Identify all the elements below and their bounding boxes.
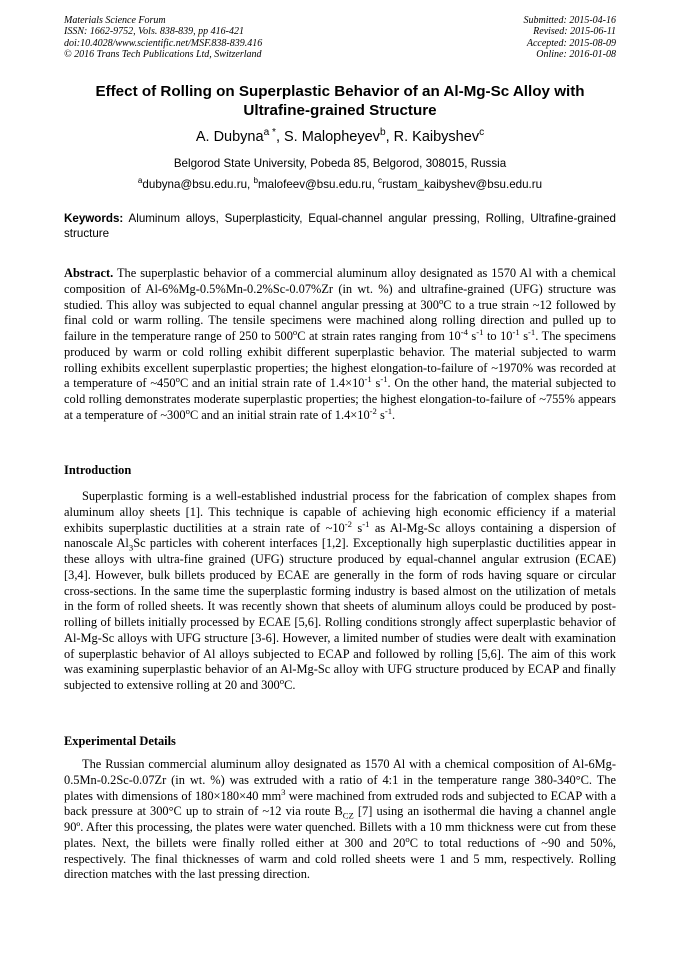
abstract-text: to 10 bbox=[483, 329, 513, 343]
author-2-mark: b bbox=[379, 127, 386, 139]
author-1-mark: a * bbox=[263, 127, 276, 139]
body-text: The Russian commercial aluminum alloy designated as 1570 Al with a chemical composition of Al-6Mg-0.5Mn-0.2Sc-0.07Zr (in wt. %) was extruded with a ratio of 4:1 in the temperature range 380-340°C. The plates with dimensions of 180×180×40 mm bbox=[64, 757, 616, 803]
title-line-1: Effect of Rolling on Superplastic Behavior of an Al-Mg-Sc Alloy with bbox=[95, 83, 585, 100]
abstract-label: Abstract. bbox=[64, 266, 114, 280]
abstract-text: s bbox=[467, 329, 477, 343]
author-emails bbox=[64, 178, 616, 192]
experimental-body bbox=[64, 757, 616, 883]
section-heading-introduction: Introduction bbox=[64, 463, 132, 477]
exponent: -1 bbox=[380, 374, 388, 385]
abstract-text: C and an initial strain rate of 1.4×10 bbox=[189, 407, 370, 422]
subscript: 3 bbox=[128, 542, 134, 553]
subscript: CZ bbox=[342, 810, 354, 821]
journal-name: Materials Science Forum bbox=[64, 15, 166, 26]
date-revised: Revised: 2015-06-11 bbox=[533, 26, 616, 38]
section-heading-experimental: Experimental Details bbox=[64, 734, 176, 748]
journal-doi: doi:10.4028/www.scientific.net/MSF.838-839.416 bbox=[64, 37, 263, 49]
abstract-text: . bbox=[392, 407, 396, 422]
degree-mark: o bbox=[405, 833, 410, 844]
exponent: -2 bbox=[369, 405, 377, 416]
author-3-mark: c bbox=[479, 127, 485, 139]
abstract-text: C at strain rates ranging from 10 bbox=[297, 329, 461, 343]
abstract-text: s bbox=[519, 329, 529, 343]
author-list bbox=[64, 128, 616, 146]
body-text: C to total reductions of ~90 and 50%, respectively. The final thicknesses of warm and cold rolled sheets were 1 and 5 mm, respectively. Rolling direction matches with the last pressing direction. bbox=[64, 835, 616, 882]
body-text: were machined from extruded rods and subjected to ECAP with a back pressure at 300°C up to strain of ~12 via route B bbox=[64, 788, 616, 819]
email-c: rustam_kaibyshev@bsu.edu.ru bbox=[382, 178, 543, 191]
introduction-body bbox=[64, 489, 616, 694]
author-2: , S. Malopheyev bbox=[275, 129, 380, 145]
abstract-text: . On the other hand, the material subjected to cold rolling demonstrates moderate superplastic properties; the highest elongation-to-failure of ~755% appears at a temperature of ~300 bbox=[64, 376, 616, 422]
body-text: s bbox=[351, 520, 363, 535]
exponent: -1 bbox=[384, 405, 393, 416]
abstract-text: . The specimens produced by warm or cold rolling exhibit different superplastic behavior. The material subjected to warm rolling exhibits excellent superplastic properties; the highest elongation-to-failure of ~1970% was recorded at a temperature of ~450 bbox=[64, 329, 616, 391]
degree-mark: o bbox=[279, 675, 285, 686]
exponent: -1 bbox=[364, 374, 372, 385]
degree-mark: o bbox=[185, 405, 190, 416]
keywords-label: Keywords: bbox=[64, 212, 124, 225]
keywords bbox=[64, 212, 616, 241]
keywords-text: Aluminum alloys, Superplasticity, Equal-channel angular pressing, Rolling, Ultrafine-grained structure bbox=[64, 212, 616, 240]
title-line-2: Ultrafine-grained Structure bbox=[243, 102, 437, 119]
abstract bbox=[64, 266, 616, 424]
affiliation: Belgorod State University, Pobeda 85, Belgorod, 308015, Russia bbox=[173, 157, 507, 170]
email-mark-b: b bbox=[253, 176, 258, 186]
exponent: -4 bbox=[460, 326, 468, 337]
body-text: [7] using an isothermal die having a channel angle 90º. After this processing, the plates were water quenched. Billets with a 10 mm thickness were cut from these plates. Next, the billets were finally rolled either at 300 and 20 bbox=[64, 804, 616, 850]
degree-mark: o bbox=[175, 374, 180, 385]
abstract-text: C to a true strain ~12 followed by final cold or warm rolling. The tensile specimens were machined along rolling direction and pulled up to failure in the temperature range of 250 to 500 bbox=[64, 297, 616, 343]
email-a: dubyna@bsu.edu.ru, bbox=[142, 178, 254, 191]
abstract-text: C and an initial strain rate of 1.4×10 bbox=[179, 376, 365, 391]
email-mark-a: a bbox=[137, 176, 143, 186]
journal-copyright: © 2016 Trans Tech Publications Ltd, Switzerland bbox=[64, 49, 262, 61]
exponent: -1 bbox=[362, 518, 370, 529]
date-submitted: Submitted: 2015-04-16 bbox=[523, 15, 616, 26]
body-text: as Al-Mg-Sc alloys containing a dispersion of nanoscale Al bbox=[64, 520, 616, 551]
body-text: Sc particles with coherent interfaces [1,2]. Exceptionally high superplastic ductilities appear in these alloys with ultra-fine grained (UFG) structure produced by equal-channel angular extrusion (ECAE) [3,4]. However, bulk billets produced by ECAE are generally in the form of rods having square or circular cross-sections. In the same time the superplastic forming industry is based almost on the utilization of metals in the form of rolled sheets. It was recently shown that sheets of aluminum alloys could be produced by post-rolling of billets initially processed by ECAE [5,6]. Rolling conditions strongly affect superplastic behavior of Al-Mg-Sc alloys with UFG structure [3-6]. However, a limited number of studies were dealt with examination of superplastic behavior of Al alloys subjected to ECAP and followed by rolling [5,6]. The aim of this work was examining superplastic behavior of an Al-Mg-Sc alloy with UFG structure produced by ECAP and finally subjected to extensive rolling at 20 and 300 bbox=[64, 536, 617, 692]
date-online: Online: 2016-01-08 bbox=[536, 49, 616, 61]
body-text: C. bbox=[284, 678, 296, 692]
author-1: A. Dubyna bbox=[195, 129, 264, 145]
email-mark-c: c bbox=[378, 176, 383, 186]
exponent: -1 bbox=[476, 326, 484, 337]
exponent: -1 bbox=[512, 326, 520, 337]
dates-header bbox=[524, 15, 617, 61]
exponent: 3 bbox=[281, 786, 286, 797]
abstract-text: The superplastic behavior of a commercial aluminum alloy designated as 1570 Al with a chemical composition of Al-6%Mg-0.5%Mn-0.2%Sc-0.07%Zr (in wt. %) and ultrafine-grained (UFG) structure was studied. This alloy was subjected to equal channel angular pressing at 300 bbox=[64, 266, 616, 312]
paper-title bbox=[64, 82, 616, 120]
degree-mark: o bbox=[292, 326, 298, 337]
abstract-text: s bbox=[376, 407, 385, 422]
email-b: malofeev@bsu.edu.ru, bbox=[257, 178, 379, 191]
abstract-text: s bbox=[371, 376, 381, 391]
date-accepted: Accepted: 2015-08-09 bbox=[526, 37, 616, 49]
degree-mark: o bbox=[438, 295, 444, 306]
author-3: , R. Kaibyshev bbox=[385, 129, 480, 145]
journal-header bbox=[64, 15, 262, 61]
body-text: Superplastic forming is a well-established industrial process for the fabrication of complex shapes from aluminum alloy sheets [1]. This technique is capable of achieving high economic efficiency if a material exhibits superplastic ductilities at a strain rate of ~10 bbox=[64, 489, 616, 535]
journal-issn: ISSN: 1662-9752, Vols. 838-839, pp 416-421 bbox=[64, 26, 244, 38]
exponent: -1 bbox=[528, 326, 536, 337]
exponent: -2 bbox=[344, 518, 352, 529]
